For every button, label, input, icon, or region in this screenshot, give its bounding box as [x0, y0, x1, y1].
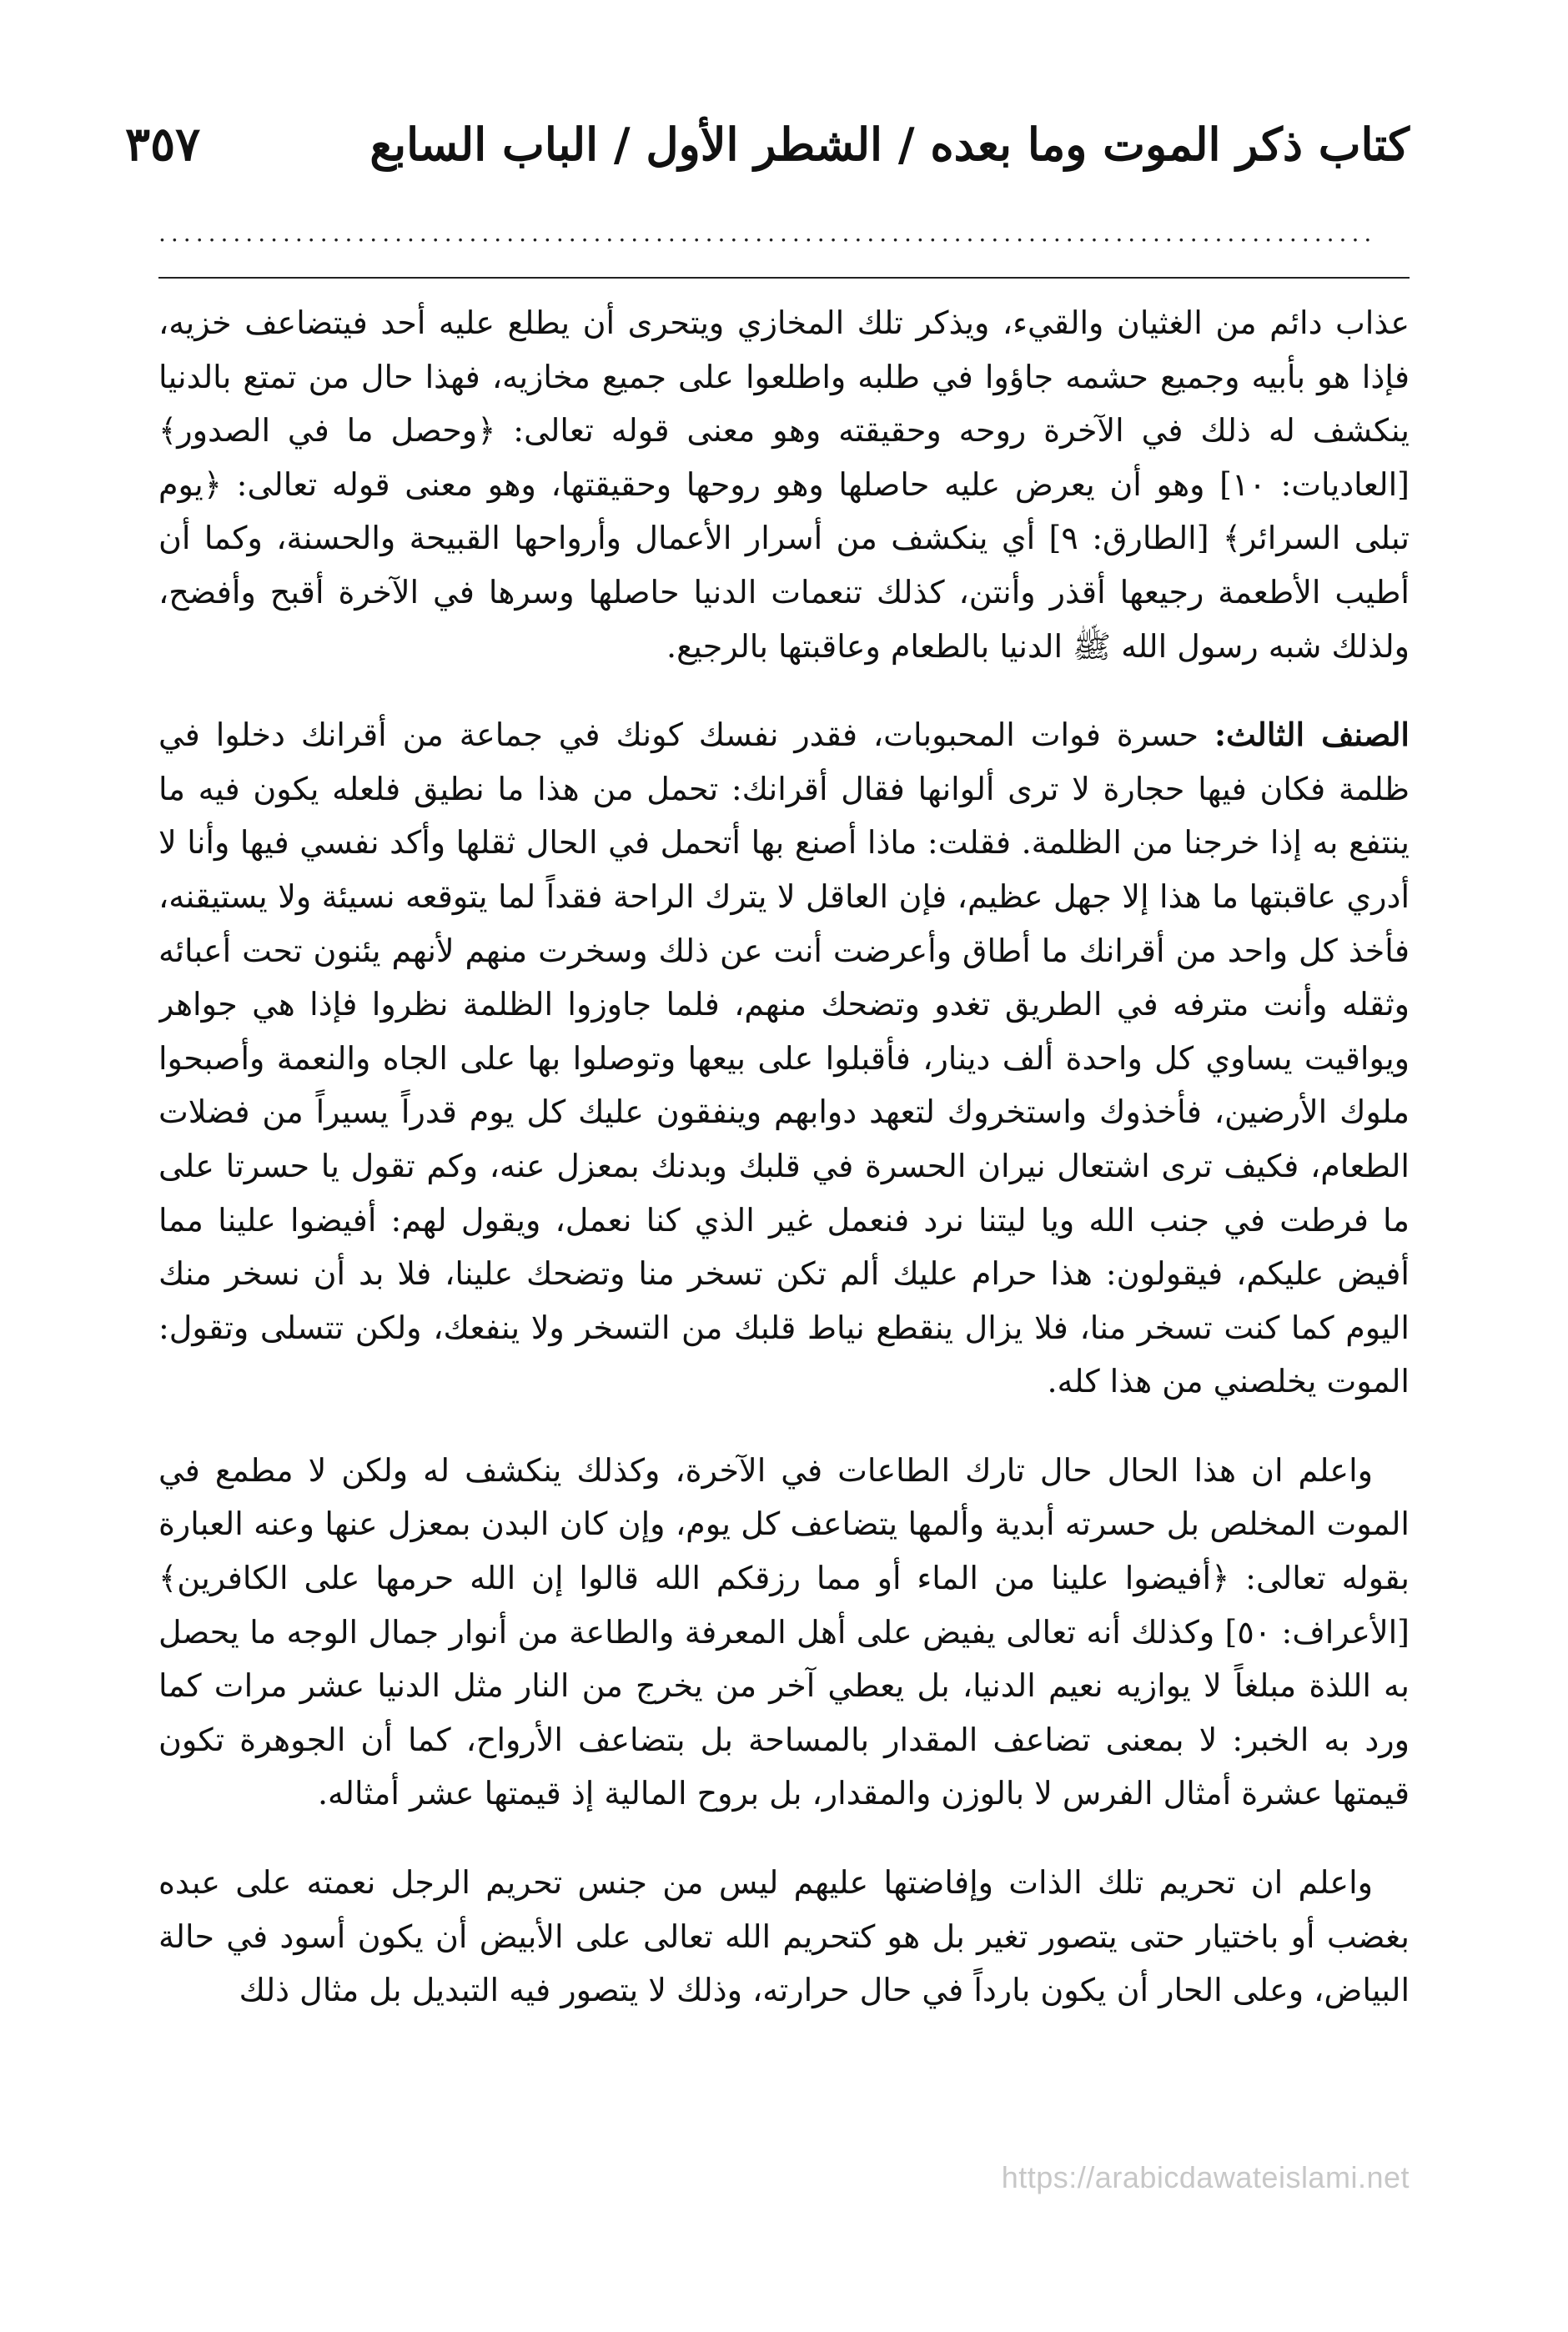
section-heading: الصنف الثالث: [1214, 716, 1410, 754]
running-header [125, 107, 1410, 182]
paragraph-2 [158, 708, 1410, 1409]
dotted-separator: .................................................................................................. [158, 225, 1377, 242]
header-rule [158, 277, 1410, 279]
page-body [158, 296, 1410, 2181]
header-title: كتاب ذكر الموت وما بعده / الشطر الأول / الباب السابع [369, 118, 1410, 171]
paragraph-4: واعلم ان تحريم تلك الذات وإفاضتها عليهم ليس من جنس تحريم الرجل نعمته على عبده بغضب أو باختيار حتى يتصور تغير بل هو كتحريم الله تعالى على الأبيض أن يكون أسود في حالة البياض، وعلى الحار أن يكون بارداً في حال حرارته، وذلك لا يتصور فيه التبديل بل مثال ذلك [158, 1864, 1410, 2009]
paragraph-3: واعلم ان هذا الحال حال تارك الطاعات في الآخرة، وكذلك ينكشف له ولكن لا مطمع في الموت المخلص بل حسرته أبدية وألمها يتضاعف كل يوم، وإن كان البدن بمعزل عنها وعنه العبارة بقوله تعالى: ﴿أفيضوا علينا من الماء أو مما رزقكم الله قالوا إن الله حرمها على الكافرين﴾ [الأعراف: ٥٠] وكذلك أنه تعالى يفيض على أهل المعرفة والطاعة من أنوار جمال الوجه ما يحصل به اللذة مبلغاً لا يوازيه نعيم الدنيا، بل يعطي آخر من يخرج من النار مثل الدنيا عشر مرات كما ورد به الخبر: لا بمعنى تضاعف المقدار بالمساحة بل بتضاعف الأرواح، كما أن الجوهرة تكون قيمتها عشرة أمثال الفرس لا بالوزن والمقدار، بل بروح المالية إذ قيمتها عشر أمثاله. [158, 1451, 1410, 1812]
watermark-url: https://arabicdawateislami.net [1001, 2160, 1410, 2194]
page-number: ٣٥٧ [125, 117, 201, 172]
paragraph-2-text: حسرة فوات المحبوبات، فقدر نفسك كونك في جماعة من أقرانك دخلوا في ظلمة فكان فيها حجارة لا ترى ألوانها فقال أقرانك: تحمل من هذا ما نطيق فلعله يكون فيه ما ينتفع به إذا خرجنا من الظلمة. فقلت: ماذا أصنع بها أتحمل في الحال ثقلها وأكد نفسي فيها وأنا لا أدري عاقبتها ما هذا إلا جهل عظيم، فإن العاقل لا يترك الراحة فقداً لما يتوقعه نسيئة ولا يستيقنه، فأخذ كل واحد من أقرانك ما أطاق وأعرضت أنت عن ذلك وسخرت منهم لأنهم يئنون تحت أعبائه وثقله وأنت مترفه في الطريق تغدو وتضحك منهم، فلما جاوزوا الظلمة نظروا فإذا هي جواهر ويواقيت يساوي كل واحدة ألف دينار، فأقبلوا على بيعها وتوصلوا بها على الجاه والنعمة وأصبحوا ملوك الأرضين، فأخذوك واستخروك لتعهد دوابهم وينفقون عليك كل يوم قدراً يسيراً من فضلات الطعام، فكيف ترى اشتعال نيران الحسرة في قلبك وبدنك بمعزل عنه، وكم تقول يا حسرتا على ما فرطت في جنب الله ويا ليتنا نرد فنعمل غير الذي كنا نعمل، ويقول لهم: أفيضوا علينا مما أفيض عليكم، فيقولون: هذا حرام عليك ألم تكن تسخر منا وتضحك علينا، فلا بد أن نسخر منك اليوم كما كنت تسخر منا، فلا يزال ينقطع نياط قلبك من التسخر ولا ينفعك، ولكن تتسلى وتقول: الموت يخلصني من هذا كله. [158, 716, 1410, 1400]
paragraph-1: عذاب دائم من الغثيان والقيء، ويذكر تلك المخازي ويتحرى أن يطلع عليه أحد فيتضاعف خزيه، فإذا هو بأبيه وجميع حشمه جاؤوا في طلبه واطلعوا على جميع مخازيه، فهذا حال من تمتع بالدنيا ينكشف له ذلك في الآخرة روحه وحقيقته وهو معنى قوله تعالى: ﴿وحصل ما في الصدور﴾ [العاديات: ١٠] وهو أن يعرض عليه حاصلها وهو روحها وحقيقتها، وهو معنى قوله تعالى: ﴿يوم تبلى السرائر﴾ [الطارق: ٩] أي ينكشف من أسرار الأعمال وأرواحها القبيحة والحسنة، وكما أن أطيب الأطعمة رجيعها أقذر وأنتن، كذلك تنعمات الدنيا حاصلها وسرها في الآخرة أقبح وأفضح، ولذلك شبه رسول الله ﷺ الدنيا بالطعام وعاقبتها بالرجيع. [158, 304, 1410, 665]
